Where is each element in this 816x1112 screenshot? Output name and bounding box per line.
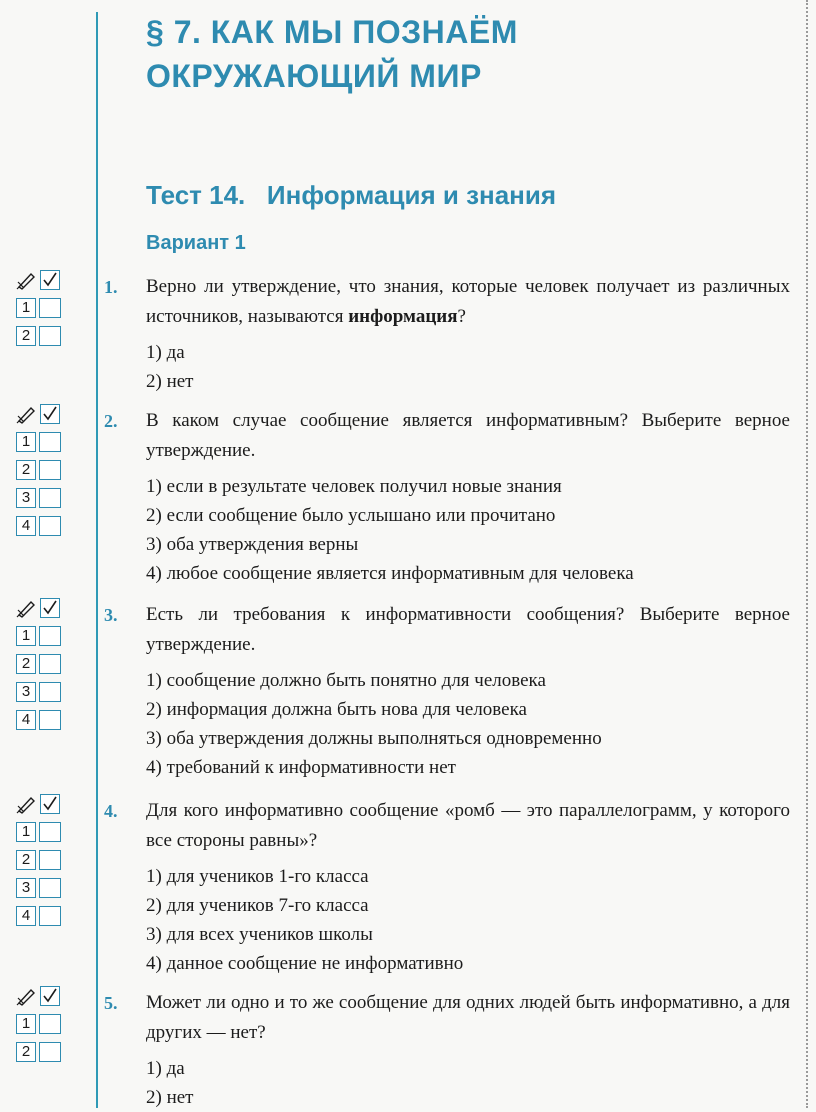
- options-list: [146, 666, 790, 782]
- option: 2) нет: [146, 371, 194, 392]
- option: 2) если сообщение было услышано или прочитано: [146, 505, 556, 526]
- box-number: 2: [16, 1042, 36, 1062]
- option: 4) любое сообщение является информативным для человека: [146, 563, 634, 584]
- box-number: 1: [16, 1014, 36, 1034]
- box-number: 3: [16, 878, 36, 898]
- answer-checkbox[interactable]: [39, 460, 61, 480]
- options-list: [146, 338, 790, 396]
- option: 1) если в результате человек получил новые знания: [146, 476, 562, 497]
- option: 2) нет: [146, 1087, 194, 1108]
- answer-boxes-q4: [16, 794, 64, 934]
- option: 1) да: [146, 342, 185, 363]
- options-list: [146, 862, 790, 978]
- pen-icon: [16, 598, 38, 618]
- chapter-title: [146, 10, 786, 98]
- option: 2) информация должна быть нова для человека: [146, 699, 527, 720]
- chapter-title-line2: ОКРУЖАЮЩИЙ МИР: [146, 58, 482, 94]
- check-icon: [40, 404, 60, 424]
- question-text: В каком случае сообщение является информативным? Выберите верное утверждение.: [146, 410, 790, 461]
- option: 1) сообщение должно быть понятно для человека: [146, 670, 546, 691]
- answer-boxes-q5: [16, 986, 64, 1070]
- question-text: Для кого информативно сообщение «ромб — это параллелограмм, у которого все стороны равны»?: [146, 800, 790, 851]
- question-2: [104, 406, 790, 588]
- option: 2) для учеников 7-го класса: [146, 895, 369, 916]
- option: 1) да: [146, 1058, 185, 1079]
- pen-icon: [16, 794, 38, 814]
- check-icon: [40, 986, 60, 1006]
- box-number: 4: [16, 516, 36, 536]
- answer-boxes-q2: [16, 404, 64, 544]
- answer-checkbox[interactable]: [39, 626, 61, 646]
- options-list: [146, 472, 790, 588]
- answer-checkbox[interactable]: [39, 1014, 61, 1034]
- check-icon: [40, 270, 60, 290]
- check-icon: [40, 794, 60, 814]
- question-1: [104, 272, 790, 396]
- answer-boxes-q3: [16, 598, 64, 738]
- question-number: 2.: [104, 411, 118, 431]
- option: 3) оба утверждения должны выполняться одновременно: [146, 728, 602, 749]
- option: 3) оба утверждения верны: [146, 534, 359, 555]
- box-number: 1: [16, 822, 36, 842]
- box-number: 2: [16, 654, 36, 674]
- page-edge-dotted-line: [806, 0, 808, 1108]
- option: 4) требований к информативности нет: [146, 757, 456, 778]
- box-number: 3: [16, 682, 36, 702]
- pen-icon: [16, 986, 38, 1006]
- answer-checkbox[interactable]: [39, 906, 61, 926]
- answer-checkbox[interactable]: [39, 654, 61, 674]
- answer-checkbox[interactable]: [39, 850, 61, 870]
- option: 3) для всех учеников школы: [146, 924, 373, 945]
- box-number: 2: [16, 326, 36, 346]
- answer-checkbox[interactable]: [39, 822, 61, 842]
- box-number: 1: [16, 626, 36, 646]
- question-number: 5.: [104, 993, 118, 1013]
- question-3: [104, 600, 790, 782]
- box-number: 2: [16, 850, 36, 870]
- question-number: 3.: [104, 605, 118, 625]
- question-text: Верно ли утверждение, что знания, которые человек получает из различных источников, называются информация?: [146, 276, 790, 327]
- question-text: Может ли одно и то же сообщение для одних людей быть информативно, а для других — нет?: [146, 992, 790, 1043]
- pen-icon: [16, 404, 38, 424]
- variant-label: Вариант 1: [146, 232, 246, 254]
- answer-checkbox[interactable]: [39, 682, 61, 702]
- question-number: 1.: [104, 277, 118, 297]
- answer-checkbox[interactable]: [39, 298, 61, 318]
- box-number: 3: [16, 488, 36, 508]
- question-text: Есть ли требования к информативности сообщения? Выберите верное утверждение.: [146, 604, 790, 655]
- chapter-title-line1: § 7. КАК МЫ ПОЗНАЁМ: [146, 14, 518, 50]
- answer-checkbox[interactable]: [39, 1042, 61, 1062]
- box-number: 2: [16, 460, 36, 480]
- pen-icon: [16, 270, 38, 290]
- answer-checkbox[interactable]: [39, 432, 61, 452]
- question-number: 4.: [104, 801, 118, 821]
- check-icon: [40, 598, 60, 618]
- box-number: 4: [16, 710, 36, 730]
- option: 4) данное сообщение не информативно: [146, 953, 464, 974]
- answer-checkbox[interactable]: [39, 326, 61, 346]
- question-4: [104, 796, 790, 978]
- option: 1) для учеников 1-го класса: [146, 866, 369, 887]
- test-title: Тест 14. Информация и знания: [146, 180, 557, 210]
- question-5: [104, 988, 790, 1112]
- options-list: [146, 1054, 790, 1112]
- box-number: 4: [16, 906, 36, 926]
- box-number: 1: [16, 432, 36, 452]
- answer-boxes-q1: [16, 270, 64, 354]
- answer-checkbox[interactable]: [39, 878, 61, 898]
- answer-checkbox[interactable]: [39, 516, 61, 536]
- margin-line: [96, 12, 98, 1108]
- box-number: 1: [16, 298, 36, 318]
- answer-checkbox[interactable]: [39, 488, 61, 508]
- answer-checkbox[interactable]: [39, 710, 61, 730]
